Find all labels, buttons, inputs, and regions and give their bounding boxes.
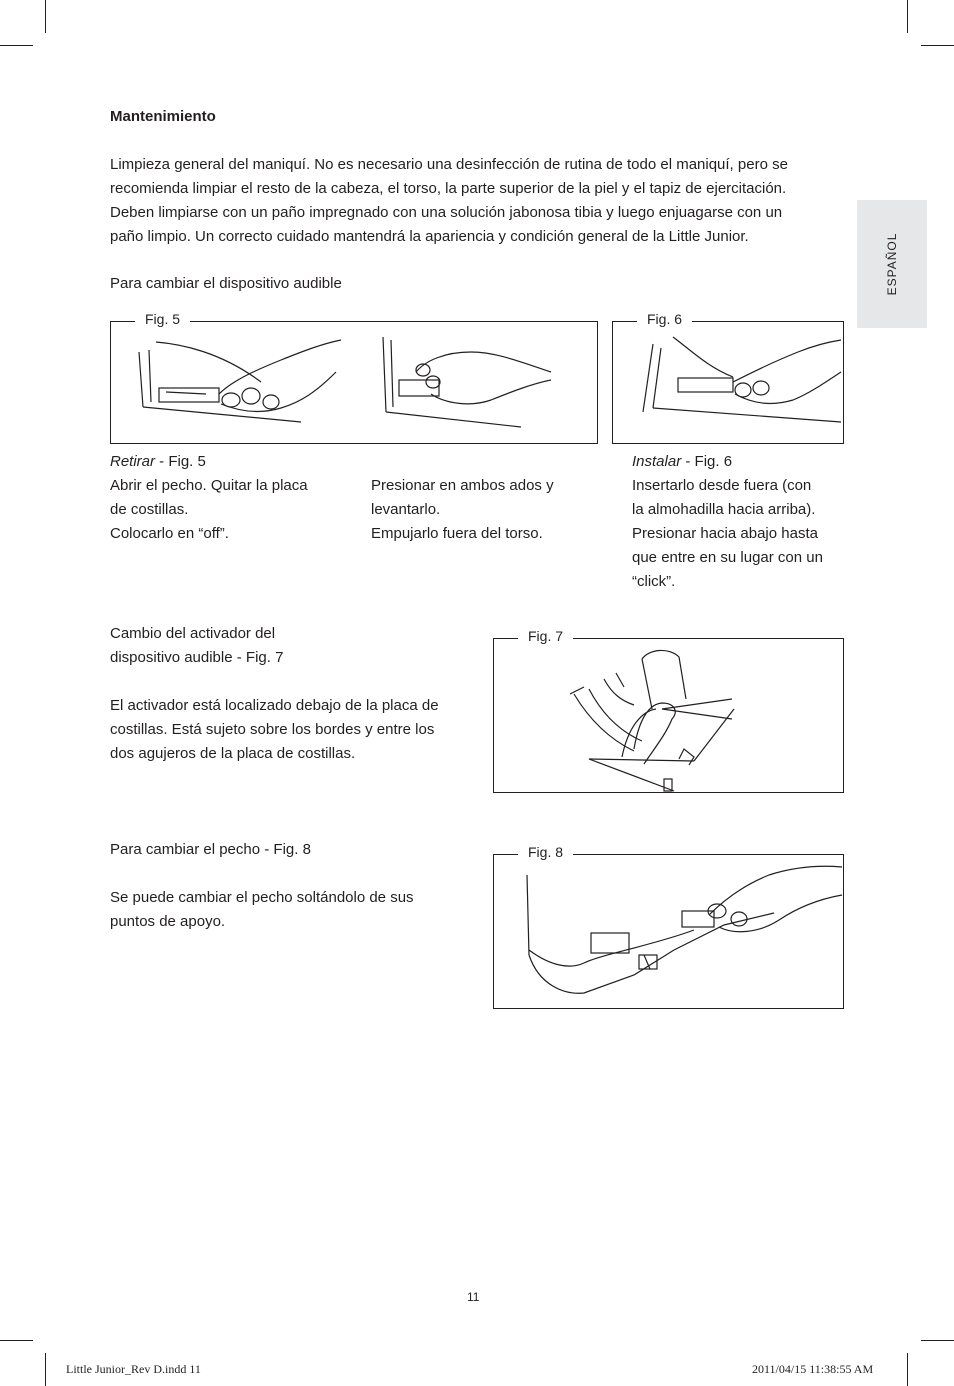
figure-6-label: Fig. 6 [637,310,692,328]
chest-line: puntos de apoyo. [110,913,226,930]
activator-title [110,622,470,670]
activator-text [110,694,480,766]
retirar-column-2 [371,474,611,546]
intro-line: Deben limpiarse con un paño impregnado con una solución jabonosa tibia y luego enjuagarse con un [110,204,783,221]
instalar-line: la almohadilla hacia arriba). [632,501,816,518]
retirar-line: levantarlo. [371,501,441,518]
intro-line: recomienda limpiar el resto de la cabeza, el torso, la parte superior de la piel y el tapiz de ejercitación. [110,180,787,197]
instalar-line: Presionar hacia abajo hasta [632,525,818,542]
section-heading: Mantenimiento [110,108,216,125]
instalar-text [632,474,847,594]
chest-title [110,838,311,862]
instalar-line: que entre en su lugar con un [632,549,823,566]
chest-line: Se puede cambiar el pecho soltándolo de sus [110,889,414,906]
retirar-line: Colocarlo en “off”. [110,525,229,542]
activator-line: costillas. Está sujeto sobre los bordes y entre los [110,721,435,738]
crop-mark [45,0,46,33]
instalar-line: “click”. [632,573,676,590]
intro-lead: Limpieza general del maniquí. [110,156,311,173]
figure-7-illustration [494,639,843,792]
retirar-line: Empujarlo fuera del torso. [371,525,543,542]
activator-line: El activador está localizado debajo de la placa de [110,697,439,714]
crop-mark [907,1353,908,1386]
page-number: 11 [467,1290,480,1304]
activator-line: dos agujeros de la placa de costillas. [110,745,356,762]
figure-8-label: Fig. 8 [518,843,573,861]
language-tab [857,200,927,328]
instalar-heading [632,450,732,474]
chest-title-text: Para cambiar el pecho - [110,841,270,858]
figure-8-frame [493,854,844,1009]
figure-5-illustration [111,322,597,443]
figure-5-label: Fig. 5 [135,310,190,328]
figure-6-illustration [613,322,843,443]
crop-mark [0,45,33,46]
activator-title-line: Cambio del activador del [110,625,276,642]
language-tab-label: ESPAÑOL [885,232,899,296]
crop-mark [45,1353,46,1386]
retirar-column-1 [110,474,350,546]
crop-mark [0,1340,33,1341]
figure-7-frame [493,638,844,793]
retirar-word: Retirar [110,453,156,470]
retirar-heading [110,450,206,474]
retirar-line: Abrir el pecho. Quitar la placa [110,477,308,494]
figure-5-frame [110,321,598,444]
chest-ref: Fig. 8 [269,841,311,858]
retirar-line: Presionar en ambos ados y [371,477,554,494]
intro-paragraph [110,153,850,249]
intro-line: paño limpio. Un correcto cuidado mantendrá la apariencia y condición general de la Little Junior. [110,228,749,245]
instalar-word: Instalar [632,453,682,470]
instalar-line: Insertarlo desde fuera (con [632,477,812,494]
figure-8-illustration [494,855,843,1008]
slug-filename: Little Junior_Rev D.indd 11 [66,1362,201,1376]
chest-text [110,886,470,934]
intro-line: No es necesario una desinfección de rutina de todo el maniquí, pero se [310,156,788,173]
crop-mark [921,1340,954,1341]
figure-7-label: Fig. 7 [518,627,573,645]
retirar-line: de costillas. [110,501,189,518]
retirar-ref: - Fig. 5 [155,453,206,470]
slug-timestamp: 2011/04/15 11:38:55 AM [752,1362,874,1376]
audible-section-title: Para cambiar el dispositivo audible [110,275,342,292]
instalar-ref: - Fig. 6 [681,453,733,470]
crop-mark [907,0,908,33]
activator-ref: Fig. 7 [241,649,284,666]
activator-title-line: dispositivo audible - [110,649,242,666]
crop-mark [921,45,954,46]
figure-6-frame [612,321,844,444]
